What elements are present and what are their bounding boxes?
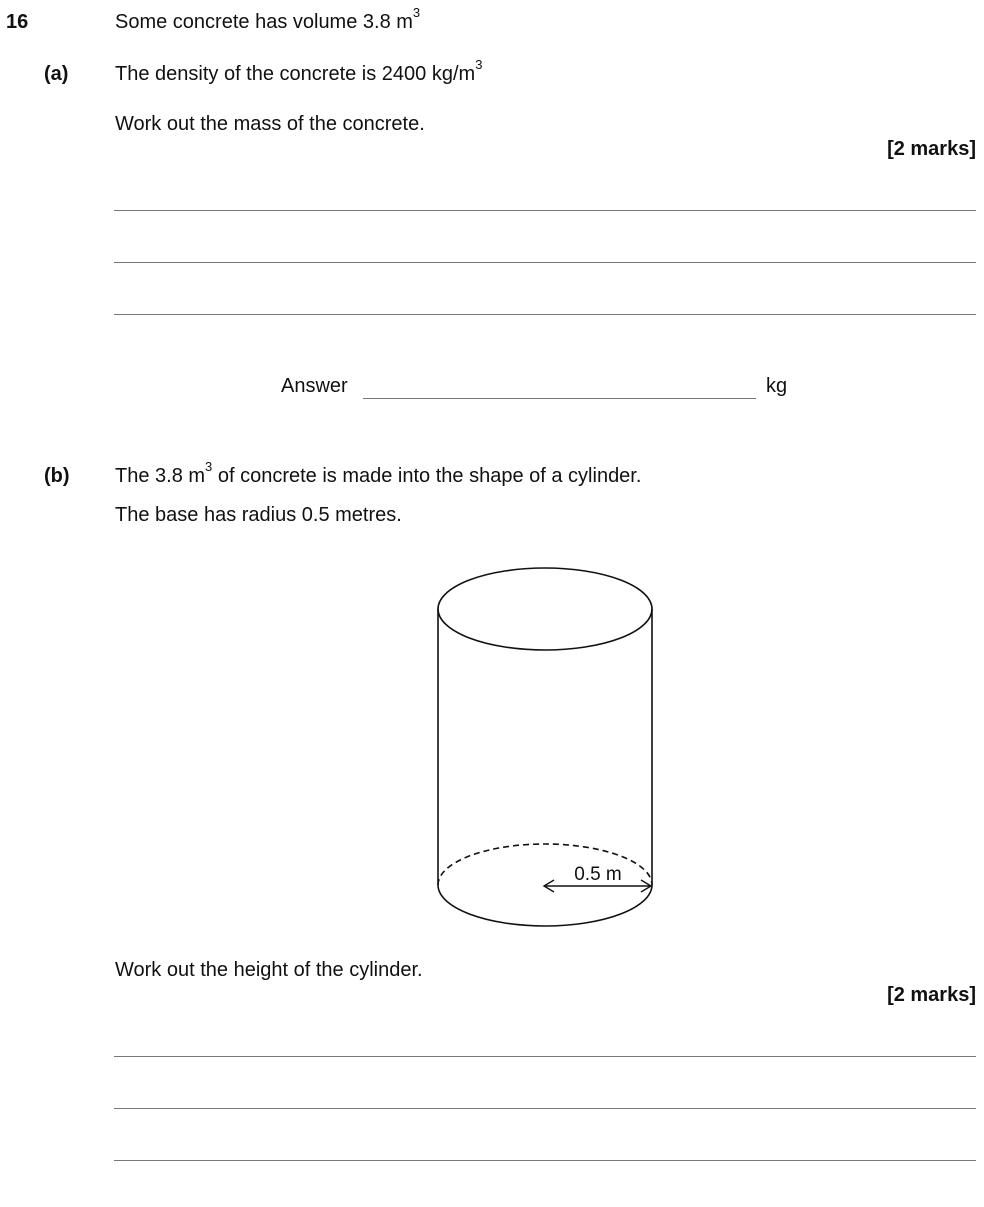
working-line[interactable] — [114, 1056, 976, 1057]
cylinder-top-ellipse — [438, 568, 652, 650]
part-b-label: (b) — [44, 465, 70, 487]
part-b-line2: The base has radius 0.5 metres. — [115, 504, 402, 526]
working-line[interactable] — [114, 262, 976, 263]
answer-line[interactable] — [363, 398, 756, 399]
question-intro: Some concrete has volume 3.8 $m^3$ — [115, 5, 421, 33]
working-line[interactable] — [114, 210, 976, 211]
part-a-label: (a) — [44, 63, 69, 85]
part-b-line1: The 3.8 $m^3$ of concrete is made into the shape of a cylinder. — [115, 459, 642, 487]
radius-label: 0.5 m — [574, 864, 622, 885]
part-a-marks: [2 marks] — [887, 138, 976, 160]
cylinder-base-front — [438, 885, 652, 926]
working-line[interactable] — [114, 1160, 976, 1161]
part-a-task: Work out the mass of the concrete. — [115, 113, 425, 135]
answer-unit: kg — [766, 375, 788, 397]
cylinder-diagram — [430, 560, 662, 936]
part-a-density-text: The density of the concrete is 2400 $kg/m^3$ — [115, 57, 483, 85]
answer-label: Answer — [281, 375, 348, 397]
part-b-task: Work out the height of the cylinder. — [115, 959, 423, 981]
part-b-marks: [2 marks] — [887, 984, 976, 1006]
working-line[interactable] — [114, 1108, 976, 1109]
question-number: 16 — [6, 11, 29, 33]
working-line[interactable] — [114, 314, 976, 315]
